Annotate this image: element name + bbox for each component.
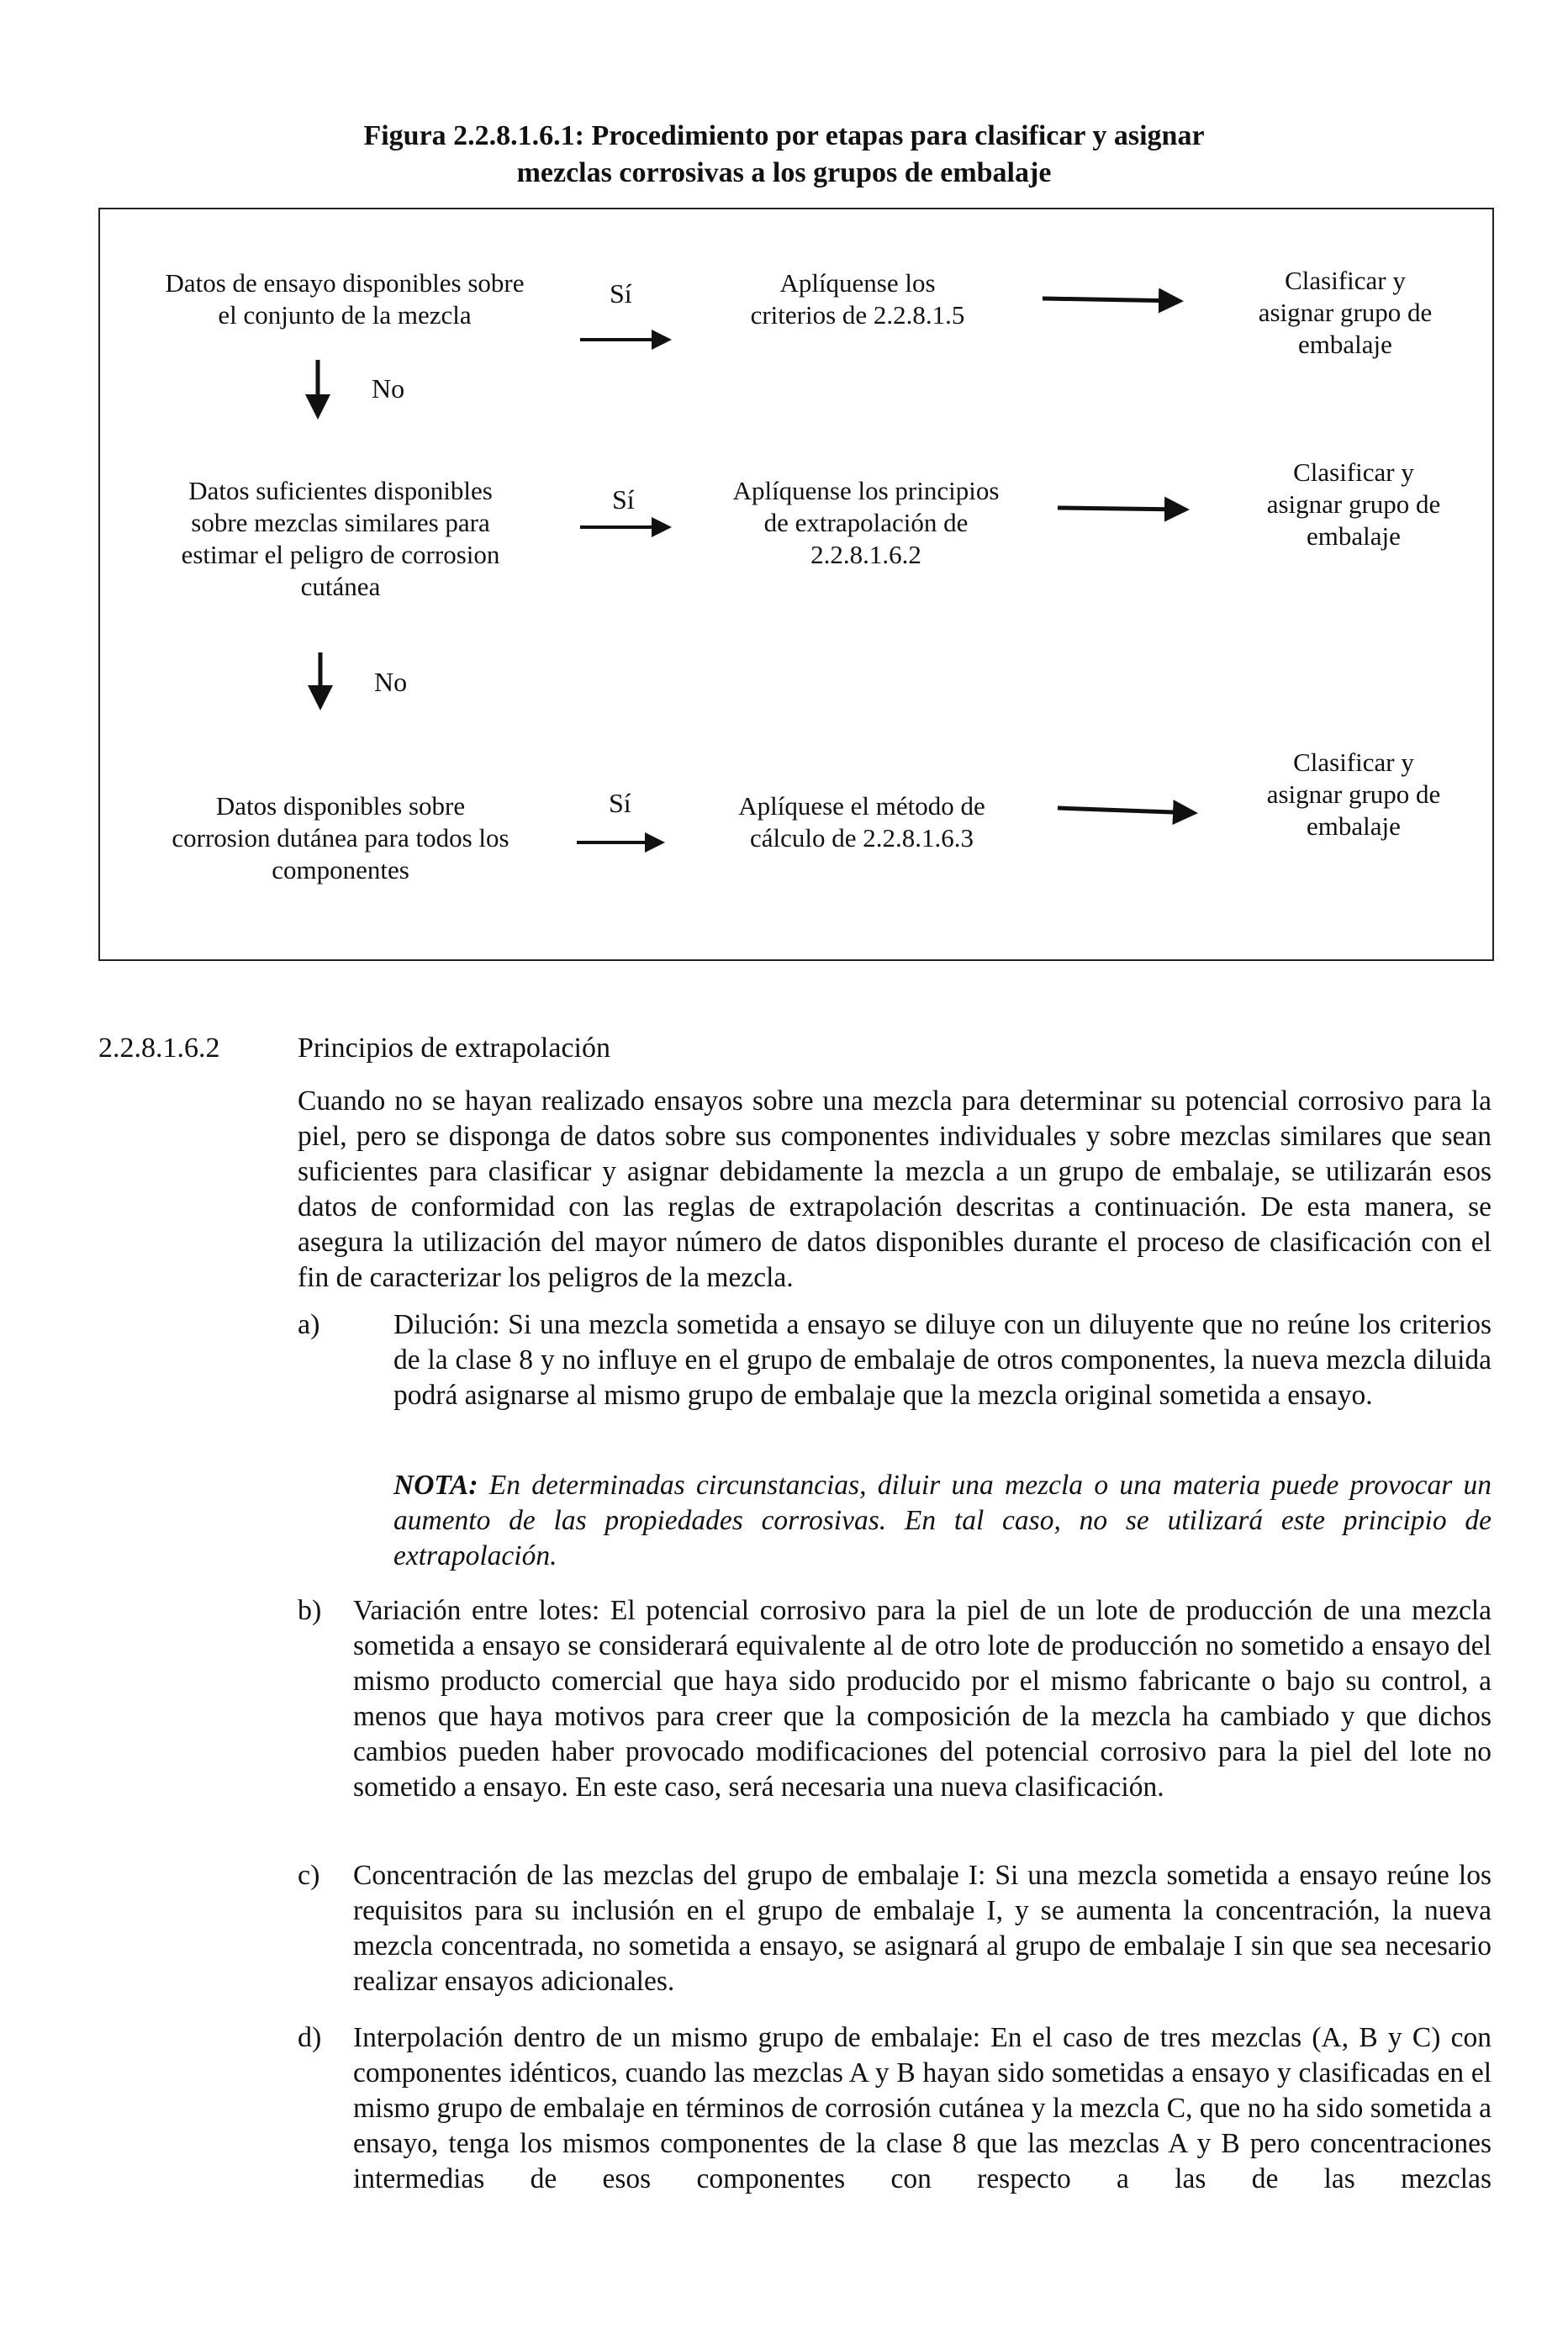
node-line: embalaje: [1307, 521, 1401, 551]
node-line: Aplíquense los principios: [732, 476, 1000, 505]
node-line: cálculo de 2.2.8.1.6.3: [749, 823, 974, 853]
node-line: de extrapolación de: [763, 508, 969, 537]
item-text-a: Dilución: Si una mezcla sometida a ensayo se diluye con un diluyente que no reúne los criterios de la clase 8 y no influye en el grupo de embalaje de otros componentes, la nueva mezcla diluida podrá asignarse al mismo grupo de embalaje que la mezcla original sometida a ensayo.: [393, 1309, 1491, 1411]
node-line: cutánea: [300, 572, 381, 601]
node-line: Clasificar y: [1285, 266, 1406, 295]
item-text-b: Variación entre lotes: El potencial corrosivo para la piel de un lote de producción de una mezcla sometida a ensayo se considerará equivalente al de otro lote de producción no sometido a ensayo del mismo producto comercial que haya sido producido por el mismo fabricante o bajo su control, a menos que haya motivos para creer que la composición de la mezcla ha cambiado y que dichos cambios pueden haber provocado modificaciones del potencial corrosivo para la piel del lote no sometido a ensayo. En este caso, será necesaria una nueva clasificación.: [353, 1595, 1491, 1803]
node-line: Clasificar y: [1293, 457, 1414, 487]
item-text-c: Concentración de las mezclas del grupo de embalaje I: Si una mezcla sometida a ensayo reúne los requisitos para su inclusión en el grupo de embalaje I, y se aumenta la concentración, la nueva mezcla concentrada, no sometida a ensayo, se asignará al grupo de embalaje I sin que sea necesario realizar ensayos adicionales.: [353, 1860, 1491, 1997]
node-line: sobre mezclas similares para: [191, 508, 490, 537]
node-line: corrosion dutánea para todos los: [172, 823, 509, 853]
no-label-2: No: [374, 667, 408, 697]
node-line: Aplíquense los: [779, 268, 936, 298]
node-line: el conjunto de la mezcla: [218, 300, 472, 330]
node-line: Aplíquese el método de: [738, 791, 985, 821]
node-line: Datos disponibles sobre: [215, 791, 466, 821]
node-line: 2.2.8.1.6.2: [810, 540, 921, 569]
node-line: Clasificar y: [1293, 747, 1414, 777]
node-line: asignar grupo de: [1266, 489, 1441, 519]
note-label: NOTA:: [393, 1470, 478, 1501]
node-line: asignar grupo de: [1258, 298, 1433, 327]
item-label-d: d): [298, 2022, 322, 2053]
note-text: En determinadas circunstancias, diluir una mezcla o una materia puede provocar un aumento de las propiedades corrosivas. En tal caso, no se utilizará este principio de extrapolación.: [393, 1470, 1492, 1571]
note-paragraph: [393, 1468, 1491, 1574]
section-title: Principios de extrapolación: [298, 1032, 611, 1064]
item-label-a: a): [298, 1309, 320, 1340]
node-line: estimar el peligro de corrosion: [181, 540, 500, 569]
node-line: Datos suficientes disponibles: [188, 476, 493, 505]
node-line: embalaje: [1307, 811, 1401, 841]
intro-paragraph: Cuando no se hayan realizado ensayos sobre una mezcla para determinar su potencial corrosivo para la piel, pero se disponga de datos sobre sus componentes individuales y sobre mezclas similares que sean suficientes para clasificar y asignar debidamente la mezcla a un grupo de embalaje, se utilizarán esos datos de conformidad con las reglas de extrapolación descritas a continuación. De esta manera, se asegura la utilización del mayor número de datos disponibles durante el proceso de clasificación con el fin de caracterizar los peligros de la mezcla.: [298, 1085, 1491, 1293]
arrow-to-classify-2: [1058, 508, 1185, 510]
node-line: criterios de 2.2.8.1.5: [750, 300, 965, 330]
section-number: 2.2.8.1.6.2: [98, 1032, 220, 1064]
item-label-b: b): [298, 1595, 322, 1626]
no-label-1: No: [372, 373, 405, 404]
figure-title-line-2: mezclas corrosivas a los grupos de embalaje: [516, 157, 1052, 188]
figure-title-line-1: Figura 2.2.8.1.6.1: Procedimiento por etapas para clasificar y asignar: [363, 120, 1205, 151]
item-text-d: Interpolación dentro de un mismo grupo de embalaje: En el caso de tres mezclas (A, B y C) con componentes idénticos, cuando las mezclas A y B hayan sido sometidas a ensayo y clasificadas en el mismo grupo de embalaje en términos de corrosión cutánea y la mezcla C, que no ha sido sometida a ensayo, tenga los mismos componentes de la clase 8 que las mezclas A y B pero concentraciones intermedias de esos componentes con respecto a las de las mezclas: [353, 2022, 1491, 2194]
yes-label-2: Sí: [612, 484, 635, 515]
node-line: embalaje: [1298, 330, 1392, 359]
arrow-to-classify-1: [1043, 298, 1180, 301]
node-line: asignar grupo de: [1266, 779, 1441, 809]
item-label-c: c): [298, 1860, 320, 1891]
yes-label-1: Sí: [610, 278, 632, 309]
node-line: Datos de ensayo disponibles sobre: [165, 268, 525, 298]
arrow-to-classify-3: [1058, 808, 1194, 813]
yes-label-3: Sí: [609, 788, 631, 818]
node-line: componentes: [272, 855, 409, 884]
